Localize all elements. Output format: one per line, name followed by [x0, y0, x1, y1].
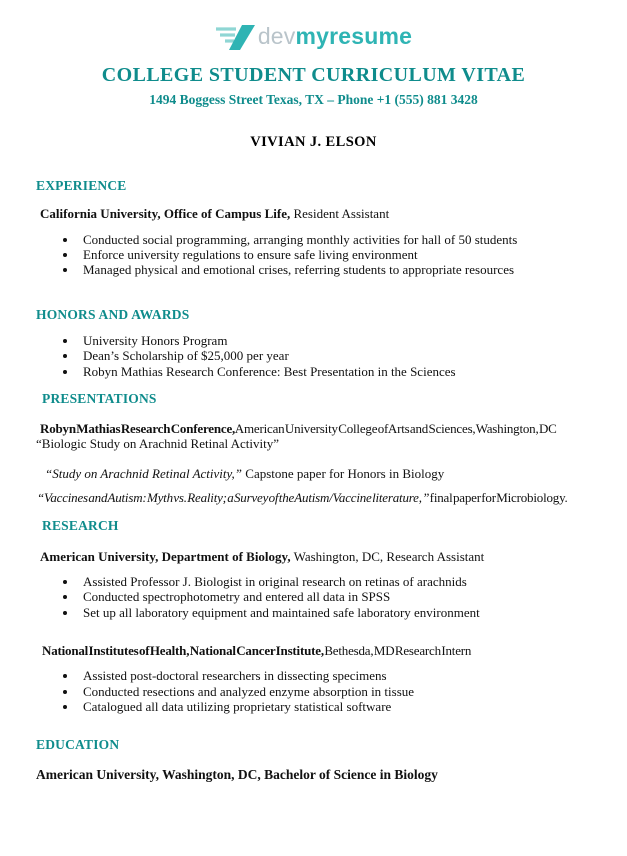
paper-plane-icon: [215, 22, 255, 52]
research-entry-2: [42, 643, 597, 659]
presentation-conference-line: [40, 421, 597, 437]
logo: [0, 0, 627, 52]
section-heading-research: RESEARCH: [42, 517, 119, 533]
experience-entry: [40, 206, 597, 222]
paper-2-note: final paper for Microbiology.: [429, 490, 568, 506]
bullet-item: • Robyn Mathias Research Conference: Best Presentation in the Sciences: [78, 364, 597, 379]
research-entry-2-bullet-list: [36, 668, 597, 714]
paper-1-note: Capstone paper for Honors in Biology: [242, 465, 445, 481]
presentation-conference: Robyn Mathias Research Conference,: [40, 420, 236, 436]
bullet-item: • Dean’s Scholarship of $25,000 per year: [78, 348, 597, 363]
person-name: VIVIAN J. ELSON: [250, 134, 377, 150]
research-entry-2-org: National Institutes of Health, National Cancer Institute,: [42, 642, 324, 658]
logo-dev-part: dev: [257, 22, 296, 49]
research-entry-1-detail: Washington, DC, Research Assistant: [290, 548, 485, 564]
bullet-item: • Conducted spectrophotometry and entered all data in SPSS: [78, 589, 597, 604]
bullet-item: • Assisted post-doctoral researchers in dissecting specimens: [78, 668, 597, 683]
section-heading-honors: HONORS AND AWARDS: [36, 307, 190, 323]
bullet-item: • Conducted resections and analyzed enzyme absorption in tissue: [78, 684, 597, 699]
research-entry-1: [40, 549, 597, 565]
research-entry-2-detail: Bethesda, MD Research Intern: [323, 642, 472, 658]
presentation-paper-1: [45, 466, 597, 482]
experience-bullet-list: [36, 232, 597, 278]
presentation-conference-detail: American University College of Arts and Sciences, Washington, DC: [235, 420, 557, 436]
research-entry-1-bullet-list: [36, 574, 597, 620]
page-title: COLLEGE STUDENT CURRICULUM VITAE: [101, 64, 526, 86]
paper-2-title: “Vaccines and Autism: Myth vs. Reality; a Survey of the Autism/Vaccine literature, ”: [37, 490, 430, 506]
logo-text: [257, 22, 413, 49]
section-heading-presentations: PRESENTATIONS: [42, 390, 157, 406]
bullet-item: • Conducted social programming, arranging monthly activities for hall of 50 students: [78, 232, 597, 247]
bullet-item: • Enforce university regulations to ensure safe living environment: [78, 247, 597, 262]
education-degree-line: American University, Washington, DC, Bachelor of Science in Biology: [36, 766, 438, 782]
bullet-item: • Set up all laboratory equipment and maintained safe laboratory environment: [78, 605, 597, 620]
contact-line: 1494 Boggess Street Texas, TX – Phone +1 (555) 881 3428: [149, 92, 478, 107]
honors-bullet-list: [36, 333, 597, 379]
section-heading-experience: EXPERIENCE: [36, 178, 127, 193]
bullet-item: • Assisted Professor J. Biologist in original research on retinas of arachnids: [78, 574, 597, 589]
presentation-paper-2: [37, 490, 597, 506]
bullet-item: • Catalogued all data utilizing proprietary statistical software: [78, 699, 597, 714]
section-heading-education: EDUCATION: [36, 736, 120, 752]
experience-role: Resident Assistant: [290, 206, 390, 221]
research-entry-1-org: American University, Department of Biology,: [40, 548, 291, 564]
bullet-item: • University Honors Program: [78, 333, 597, 348]
resume-body: [0, 178, 627, 782]
experience-employer: California University, Office of Campus Life,: [40, 206, 291, 221]
bullet-item: • Managed physical and emotional crises, referring students to appropriate resources: [78, 262, 597, 277]
paper-1-title: “Study on Arachnid Retinal Activity,”: [45, 465, 243, 481]
logo-myresume-part: myresume: [295, 22, 413, 49]
presentation-talk-title: “Biologic Study on Arachnid Retinal Activity”: [36, 436, 279, 452]
